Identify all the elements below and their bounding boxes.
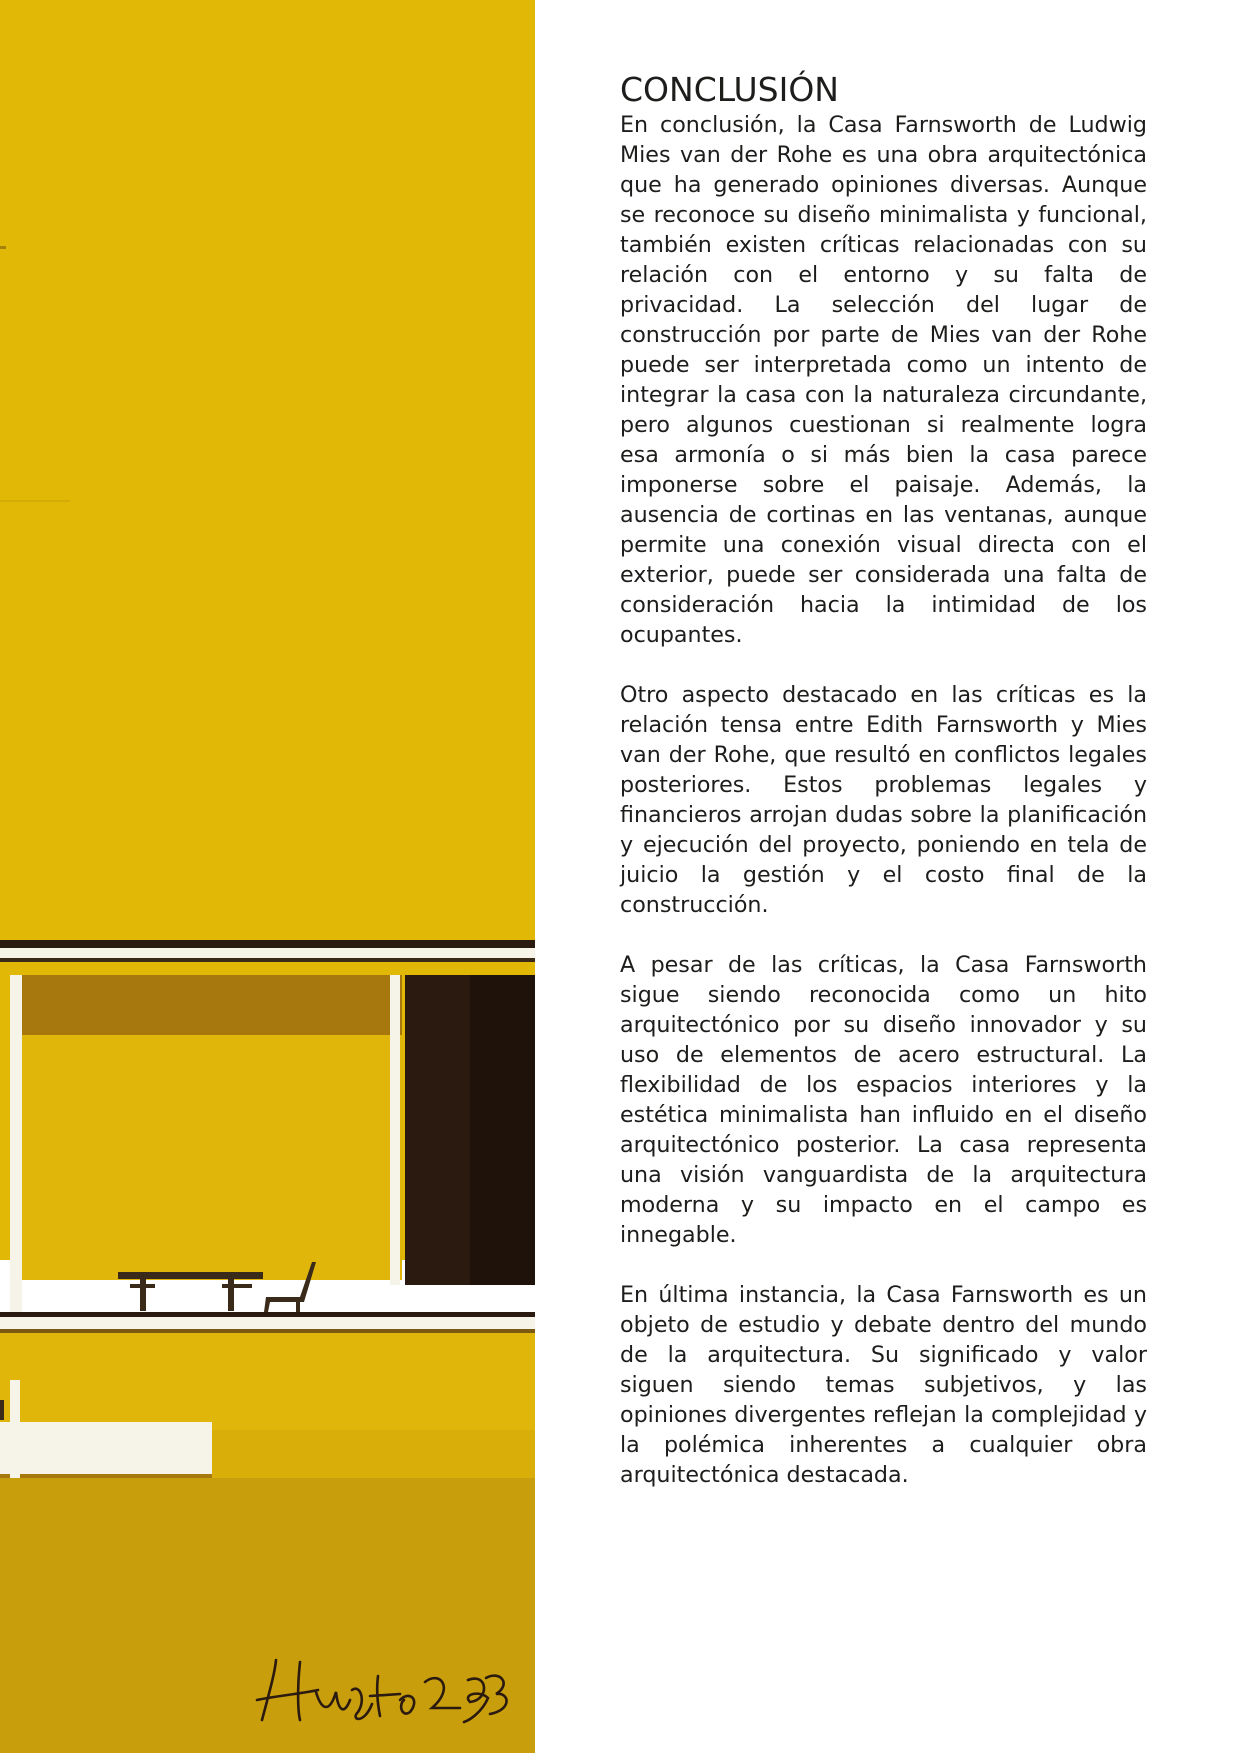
edge-mark xyxy=(0,500,70,502)
roof-slab xyxy=(0,940,535,948)
column-mid xyxy=(390,975,400,1285)
terrace-step-shadow xyxy=(0,1474,212,1478)
table-brace xyxy=(222,1284,252,1288)
floor-line xyxy=(0,1312,535,1317)
ground xyxy=(0,1478,535,1753)
ground-horizon xyxy=(212,1430,535,1478)
floor-slab xyxy=(0,1317,535,1329)
section-title: CONCLUSIÓN xyxy=(620,70,839,109)
paragraph-1: En conclusión, la Casa Farnsworth de Ludwig Mies van der Rohe es una obra arquitectónica que ha generado opiniones diversas. Aunque se reconoce su diseño minimalista y funcional, también existen críticas relacionadas con su relación con el entorno y su falta de privacidad. La selección del lugar de construcción por parte de Mies van der Rohe puede ser interpretada como un intento de integrar la casa con la naturaleza circundante, pero algunos cuestionan si realmente logra esa armonía o si más bien la casa parece imponerse sobre el paisaje. Además, la ausencia de cortinas en las ventanas, aunque permite una conexión visual directa con el exterior, puede ser considerada una falta de consideración hacia la intimidad de los ocupantes. xyxy=(620,112,1147,648)
interior-wall xyxy=(22,1035,402,1280)
dark-panel-shade xyxy=(470,975,535,1285)
farnsworth-illustration xyxy=(0,0,535,1753)
paragraph-2: Otro aspecto destacado en las críticas es la relación tensa entre Edith Farnsworth y Mies van der Rohe, que resultó en conflictos legales posteriores. Estos problemas legales y financieros arrojan dudas sobre la planificación y ejecución del proyecto, poniendo en tela de juicio la gestión y el costo final de la construcción. xyxy=(620,682,1147,918)
lower-yellow xyxy=(0,1333,535,1433)
ceiling-band xyxy=(22,975,402,1035)
chair-leg xyxy=(296,1300,300,1312)
paragraph-3: A pesar de las críticas, la Casa Farnsworth sigue siendo reconocida como un hito arquitectónico por su diseño innovador y su uso de elementos de acero estructural. La flexibilidad de los espacios interiores y la estética minimalista han influido en el diseño arquitectónico posterior. La casa representa una visión vanguardista de la arquitectura moderna y su impacto en el campo es innegable. xyxy=(620,952,1147,1248)
table-leg xyxy=(228,1279,234,1311)
terrace-step xyxy=(0,1422,212,1474)
roof-fascia xyxy=(0,948,535,958)
paragraph-4: En última instancia, la Casa Farnsworth es un objeto de estudio y debate dentro del mundo de la arquitectura. Su significado y valor siguen siendo temas subjetivos, y las opiniones divergentes reflejan la complejidad y la polémica inherentes a cualquier obra arquitectónica destacada. xyxy=(620,1282,1147,1488)
table-brace xyxy=(130,1284,155,1288)
roof-underline xyxy=(0,958,535,962)
table-top xyxy=(118,1272,263,1279)
conclusion-section xyxy=(620,70,1147,1520)
edge-mark xyxy=(0,246,6,249)
floor-underline xyxy=(0,1329,535,1333)
table-leg xyxy=(140,1279,146,1311)
lower-column-edge xyxy=(0,1400,4,1420)
